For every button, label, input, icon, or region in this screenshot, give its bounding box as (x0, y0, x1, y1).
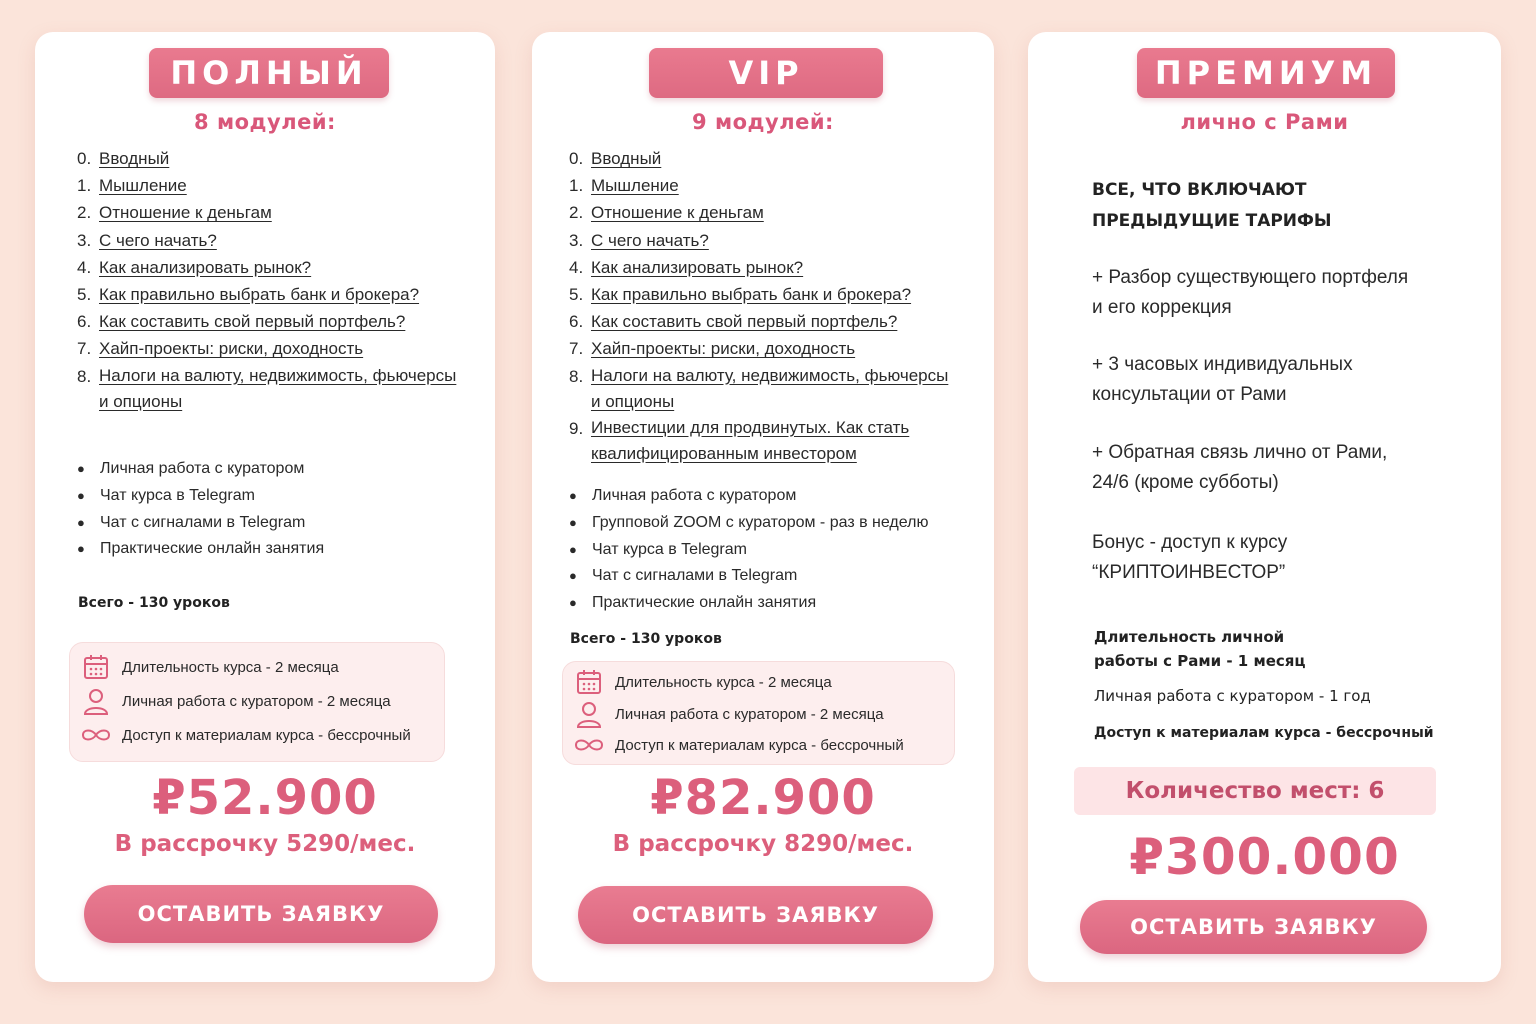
premium-duration: Длительность личной работы с Рами - 1 месяц (1094, 628, 1306, 670)
info-duration: Длительность курса - 2 месяца (573, 668, 832, 696)
premium-curator: Личная работа с куратором - 1 год (1094, 687, 1371, 705)
module-item[interactable]: 7. Хайп-проекты: риски, доходность (569, 339, 856, 359)
module-item[interactable]: 3. С чего начать? (77, 230, 217, 250)
info-curator: Личная работа с куратором - 2 месяца (80, 687, 391, 715)
feature-item: ● Практические онлайн занятия (77, 540, 325, 558)
price: ₽300.000 (1129, 828, 1400, 886)
plan-card-premium (1028, 32, 1501, 982)
total-lessons: Всего - 130 уроков (570, 631, 722, 647)
info-duration: Длительность курса - 2 месяца (80, 653, 339, 681)
module-list (77, 145, 477, 415)
feature-item: ● Чат с сигналами в Telegram (569, 567, 798, 585)
feature-item: ● Чат курса в Telegram (569, 540, 747, 558)
perk-bonus: Бонус - доступ к курсу “КРИПТОИНВЕСТОР” (1092, 532, 1288, 583)
module-item[interactable]: 6. Как составить свой первый портфель? (569, 312, 898, 332)
submit-application-button[interactable]: ОСТАВИТЬ ЗАЯВКУ (578, 886, 933, 944)
module-item[interactable]: 9. Инвестиции для продвинутых. Как стать квалифицированным инвестором (569, 417, 910, 463)
feature-list (569, 483, 979, 617)
module-item[interactable]: 7. Хайп-проекты: риски, доходность (77, 339, 364, 359)
installment-price: В рассрочку 5290/мес. (114, 831, 416, 857)
person-icon (80, 687, 112, 715)
module-item[interactable]: 5. Как правильно выбрать банк и брокера? (77, 285, 420, 305)
premium-access: Доступ к материалам курса - бессрочный (1094, 725, 1434, 741)
module-item[interactable]: 0. Вводный (77, 149, 170, 168)
info-access: Доступ к материалам курса - бессрочный (80, 721, 411, 749)
price: ₽82.900 (650, 770, 876, 826)
module-item[interactable]: 6. Как составить свой первый портфель? (77, 312, 406, 332)
perk-feedback: + Обратная связь лично от Рами, 24/6 (кроме субботы) (1092, 442, 1388, 493)
module-item[interactable]: 4. Как анализировать рынок? (77, 257, 312, 277)
plan-title: VIP (649, 48, 883, 98)
module-item[interactable]: 1. Мышление (77, 176, 187, 196)
installment-price: В рассрочку 8290/мес. (612, 831, 914, 857)
feature-item: ● Чат курса в Telegram (77, 486, 255, 504)
plan-subtitle: 8 модулей: (194, 110, 336, 134)
plan-subtitle: 9 модулей: (692, 110, 834, 134)
feature-item: ● Чат с сигналами в Telegram (77, 513, 306, 531)
feature-list (77, 456, 477, 563)
info-access: Доступ к материалам курса - бессрочный (573, 731, 904, 759)
info-box (562, 661, 955, 765)
submit-application-button[interactable]: ОСТАВИТЬ ЗАЯВКУ (1080, 900, 1427, 954)
infinity-icon (573, 731, 605, 759)
module-item[interactable]: 1. Мышление (569, 176, 679, 196)
calendar-icon (80, 653, 112, 681)
module-item[interactable]: 8. Налоги на валюту, недвижимость, фьючерсы и опционы (569, 365, 949, 411)
plan-card-full (35, 32, 495, 982)
feature-item: ● Личная работа с куратором (569, 487, 797, 504)
premium-headline: ВСЕ, ЧТО ВКЛЮЧАЮТ ПРЕДЫДУЩИЕ ТАРИФЫ (1092, 180, 1332, 231)
total-lessons: Всего - 130 уроков (78, 595, 230, 611)
perk-consultations: + 3 часовых индивидуальных консультации от Рами (1092, 354, 1353, 405)
calendar-icon (573, 668, 605, 696)
person-icon (573, 700, 605, 728)
module-item[interactable]: 8. Налоги на валюту, недвижимость, фьючерсы и опционы (77, 365, 457, 411)
plan-card-vip (532, 32, 994, 982)
module-list (569, 145, 974, 467)
submit-application-button[interactable]: ОСТАВИТЬ ЗАЯВКУ (84, 885, 438, 943)
feature-item: ● Практические онлайн занятия (569, 594, 817, 612)
plan-title: ПОЛНЫЙ (149, 48, 389, 98)
module-item[interactable]: 5. Как правильно выбрать банк и брокера? (569, 285, 912, 305)
module-item[interactable]: 2. Отношение к деньгам (77, 203, 272, 223)
module-item[interactable]: 4. Как анализировать рынок? (569, 257, 804, 277)
plan-title: ПРЕМИУМ (1137, 48, 1395, 98)
module-item[interactable]: 2. Отношение к деньгам (569, 203, 764, 223)
info-curator: Личная работа с куратором - 2 месяца (573, 700, 884, 728)
module-item[interactable]: 3. С чего начать? (569, 230, 709, 250)
price: ₽52.900 (152, 770, 378, 826)
seats-badge: Количество мест: 6 (1074, 767, 1436, 815)
feature-item: ● Личная работа с куратором (77, 460, 305, 477)
info-box (69, 642, 445, 762)
feature-item: ● Групповой ZOOM с куратором - раз в неделю (569, 513, 929, 531)
perk-portfolio-review: + Разбор существующего портфеля и его коррекция (1092, 267, 1409, 318)
plan-subtitle: лично с Рами (1180, 110, 1349, 134)
module-item[interactable]: 0. Вводный (569, 149, 662, 168)
infinity-icon (80, 721, 112, 749)
